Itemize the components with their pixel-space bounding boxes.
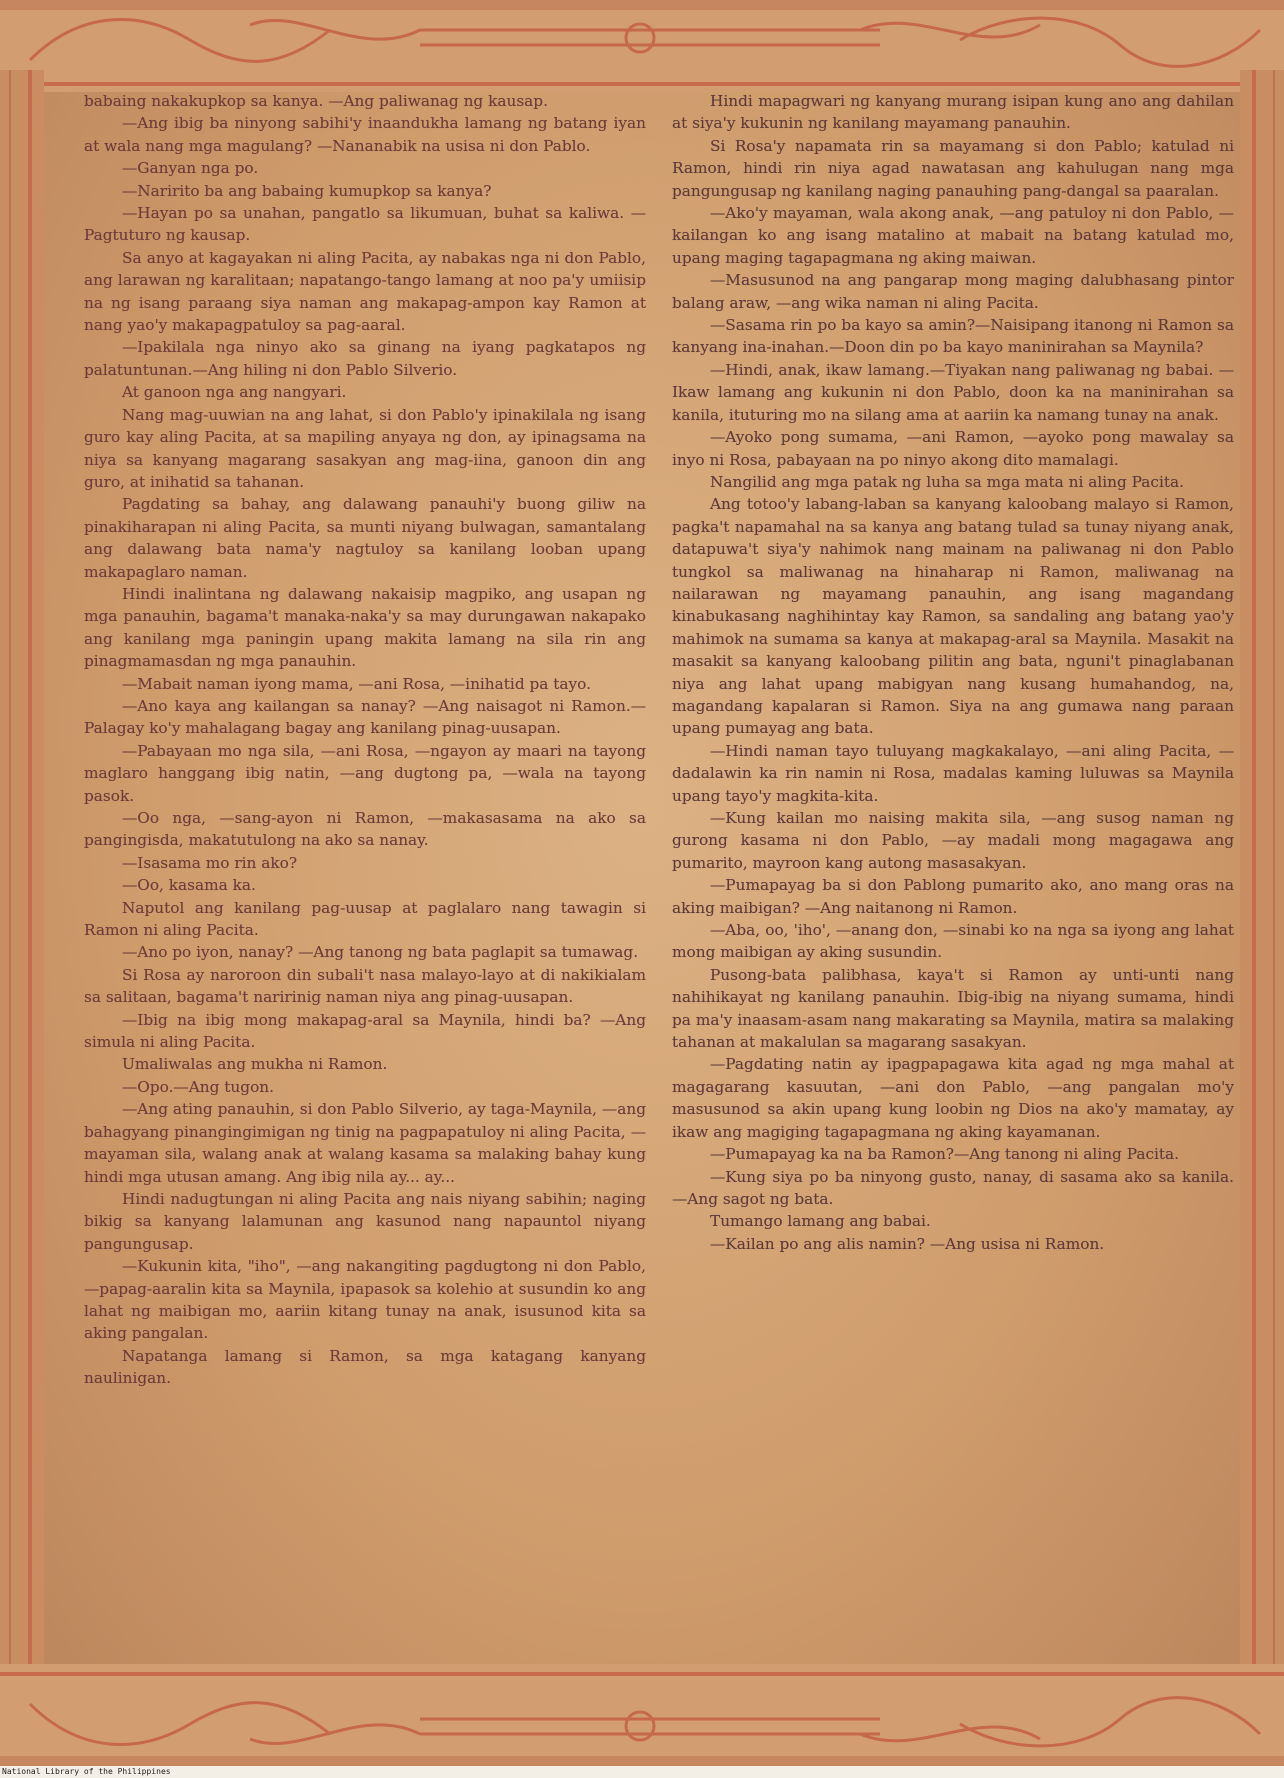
paragraph: —Ano po iyon, nanay? —Ang tanong ng bata paglapit sa tumawag. [122, 943, 639, 962]
paragraph: —Pumapayag ka na ba Ramon?—Ang tanong ni aling Pacita. [710, 1145, 1180, 1164]
paragraph: —Ayoko pong sumama, —ani Ramon, —ayoko pong mawalay sa inyo ni Rosa, pabayaan na po ninyo akong dito mamalagi. [672, 428, 1234, 469]
paragraph: —Hindi naman tayo tuluyang magkakalayo, —ani aling Pacita, —dadalawin ka rin namin ni Rosa, madalas kaming luluwas sa Maynila upang tayo'y magkita-kita. [672, 741, 1234, 805]
paragraph: Si Rosa ay naroroon din subali't nasa malayo-layo at di nakikialam sa salitaan, bagama't naririnig naman niya ang pinag-uusapan. [84, 965, 646, 1007]
paragraph: —Ano kaya ang kailangan sa nanay? —Ang naisagot ni Ramon.—Palagay ko'y mahalagang bagay ang kanilang pinag-uusapan. [84, 696, 646, 738]
paragraph: —Hindi, anak, ikaw lamang.—Tiyakan nang paliwanag ng babai. —Ikaw lamang ang kukunin ni don Pablo, doon ka na maninirahan sa kanila, ituturing mo na silang ama at aariin ka namang tunay na anak. [672, 360, 1234, 424]
paragraph: Napatanga lamang si Ramon, sa mga katagang kanyang naulinigan. [84, 1346, 646, 1388]
paragraph: Hindi inalintana ng dalawang nakaisip magpiko, ang usapan ng mga panauhin, bagama't manaka-naka'y sa may durungawan nakapako ang kanilang mga paningin upang makita lamang na sila rin ang pinagmamasdan ng mga panauhin. [84, 584, 646, 671]
paragraph: —Ang ating panauhin, si don Pablo Silverio, ay taga-Maynila, —ang bahagyang pinangingimigan ng tinig na pagpapatuloy ni aling Pacita, —mayaman sila, walang anak at walang kasama sa malaking bahay kung hindi mga utusan amang. Ang ibig nila ay... ay... [84, 1100, 646, 1186]
paragraph: —Hayan po sa unahan, pangatlo sa likumuan, buhat sa kaliwa. —Pagtuturo ng kausap. [84, 204, 646, 245]
paragraph: Nangilid ang mga patak ng luha sa mga mata ni aling Pacita. [710, 472, 1184, 491]
paragraph: Umaliwalas ang mukha ni Ramon. [122, 1055, 388, 1074]
paragraph: babaing nakakupkop sa kanya. —Ang paliwanag ng kausap. [84, 92, 548, 110]
paragraph: Pusong-bata palibhasa, kaya't si Ramon ay unti-unti nang nahihikayat ng kanilang panauhin. Ibig-ibig na niyang sumama, hindi pa ma'y inaasam-asam nang makarating sa Maynila, matira sa malaking tahanan at makalulan sa magarang sasakyan. [672, 965, 1234, 1052]
paragraph: —Oo, kasama ka. [122, 876, 256, 895]
paragraph: —Kailan po ang alis namin? —Ang usisa ni Ramon. [710, 1234, 1105, 1253]
paragraph: —Aba, oo, 'iho', —anang don, —sinabi ko na nga sa iyong ang lahat mong maibigan ay aking susundin. [672, 921, 1234, 962]
paragraph: —Oo nga, —sang-ayon ni Ramon, —makasasama na ako sa pangingisda, makatutulong na ako sa nanay. [84, 809, 646, 850]
paragraph: Si Rosa'y napamata rin sa mayamang si don Pablo; katulad ni Ramon, hindi rin niya agad nawatasan ang kahulugan nang mga pangungusap ng kanilang naging panauhing pang-dangal sa paaralan. [672, 136, 1234, 200]
paragraph: —Ipakilala nga ninyo ako sa ginang na iyang pagkatapos ng palatuntunan.—Ang hiling ni don Pablo Silverio. [84, 338, 646, 379]
paragraph: —Kung kailan mo naising makita sila, —ang susog naman ng gurong kasama ni don Pablo, —ay madali mong magagawa ang pumarito, mayroon kang autong masasakyan. [672, 809, 1234, 872]
paragraph: —Naririto ba ang babaing kumupkop sa kanya? [122, 181, 492, 200]
paragraph: —Sasama rin po ba kayo sa amin?—Naisipang itanong ni Ramon sa kanyang ina-inahan.—Doon din po ba kayo maninirahan sa Maynila? [672, 316, 1234, 357]
paragraph: Naputol ang kanilang pag-uusap at paglalaro nang tawagin si Ramon ni aling Pacita. [84, 898, 646, 940]
right-text-column [672, 90, 1234, 1660]
left-ornamental-border [0, 70, 44, 1680]
right-ornamental-border [1240, 70, 1284, 1680]
footer-caption: National Library of the Philippines [2, 1767, 171, 1776]
paragraph: Ang totoo'y labang-laban sa kanyang kaloobang malayo si Ramon, pagka't napamahal na sa kanya ang batang tulad sa tunay niyang anak, datapuwa't siya'y nahimok nang mainam na paliwanag ni don Pablo tungkol sa maliwanag na hinaharap ni Ramon, maliwanag na nailarawan ng mayamang panauhin, ang isang magandang kinabukasang naghihintay kay Ramon, sa sandaling ang batang yao'y mahimok na sumama sa kanya at makapag-aral sa Maynila. Masakit na masakit sa kanyang kaloobang pilitin ang bata, nguni't pinaglabanan niya ang lahat upang mabigyan nang kusang humahandog, na, magandang kapalaran si Ramon. Siya na ang gumawa nang paraan upang pumayag ang bata. [672, 495, 1234, 738]
paragraph: Hindi mapagwari ng kanyang murang isipan kung ano ang dahilan at siya'y kukunin ng kanilang mayamang panauhin. [672, 92, 1234, 133]
paragraph: —Kukunin kita, "iho", —ang nakangiting pagdugtong ni don Pablo, —papag-aaralin kita sa Maynila, ipapasok sa kolehio at susundin ko ang lahat ng maibigan mo, aariin kitang tunay na anak, isusunod kita sa aking pangalan. [84, 1257, 646, 1343]
paragraph: —Masusunod na ang pangarap mong maging dalubhasang pintor balang araw, —ang wika naman ni aling Pacita. [672, 271, 1234, 312]
paragraph: —Ganyan nga po. [122, 159, 259, 178]
paragraph: —Ako'y mayaman, wala akong anak, —ang patuloy ni don Pablo, —kailangan ko ang isang matalino at mabait na batang katulad mo, upang maging tagapagmana ng aking maiwan. [672, 204, 1234, 267]
paragraph: —Ibig na ibig mong makapag-aral sa Maynila, hindi ba? —Ang simula ni aling Pacita. [84, 1010, 646, 1052]
paragraph: —Opo.—Ang tugon. [122, 1077, 274, 1096]
paragraph: —Pagdating natin ay ipagpapagawa kita agad ng mga mahal at magagarang kasuutan, —ani don Pablo, —ang pangalan mo'y masusunod sa akin upang kung loobin ng Dios na ako'y mamatay, ay ikaw ang magiging tagapagmana ng aking kayamanan. [672, 1055, 1234, 1141]
paragraph: —Pabayaan mo nga sila, —ani Rosa, —ngayon ay maari na tayong maglaro hanggang ibig natin, —ang dugtong pa, —wala na tayong pasok. [84, 741, 646, 805]
paragraph: Nang mag-uuwian na ang lahat, si don Pablo'y ipinakilala ng isang guro kay aling Pacita, at sa mapiling anyaya ng don, ay ipinagsama na niya sa kanyang magarang sasakyan ang mag-iina, ganoon din ang guro, at inihatid sa tahanan. [84, 405, 646, 491]
top-ornamental-border [0, 0, 1284, 92]
paragraph: Hindi nadugtungan ni aling Pacita ang nais niyang sabihin; naging bikig sa kanyang lalamunan ang kasunod nang napauntol niyang pangungusap. [84, 1189, 646, 1253]
paragraph: At ganoon nga ang nangyari. [122, 383, 347, 402]
paragraph: —Kung siya po ba ninyong gusto, nanay, di sasama ako sa kanila. —Ang sagot ng bata. [672, 1167, 1234, 1208]
paragraph: —Pumapayag ba si don Pablong pumarito ako, ano mang oras na aking maibigan? —Ang naitanong ni Ramon. [672, 876, 1234, 917]
paragraph: —Ang ibig ba ninyong sabihi'y inaandukha lamang ng batang iyan at wala nang mga magulang? —Nananabik na usisa ni don Pablo. [84, 114, 646, 155]
paragraph: —Isasama mo rin ako? [122, 853, 298, 872]
paragraph: Sa anyo at kagayakan ni aling Pacita, ay nabakas nga ni don Pablo, ang larawan ng karalitaan; napatango-tango lamang at noo pa'y umiisip na ng isang paraang siya naman ang makapag-ampon kay Ramon at nang yao'y makapagpatuloy sa pag-aaral. [84, 248, 646, 335]
paragraph: Tumango lamang ang babai. [710, 1212, 931, 1231]
left-text-column [84, 90, 646, 1660]
bottom-ornamental-border [0, 1664, 1284, 1766]
paragraph: Pagdating sa bahay, ang dalawang panauhi'y buong giliw na pinakiharapan ni aling Pacita, sa munti niyang bulwagan, samantalang ang dalawang bata nama'y nagtuloy sa kanilang looban upang makapaglaro naman. [84, 495, 646, 581]
paragraph: —Mabait naman iyong mama, —ani Rosa, —inihatid pa tayo. [122, 674, 591, 693]
